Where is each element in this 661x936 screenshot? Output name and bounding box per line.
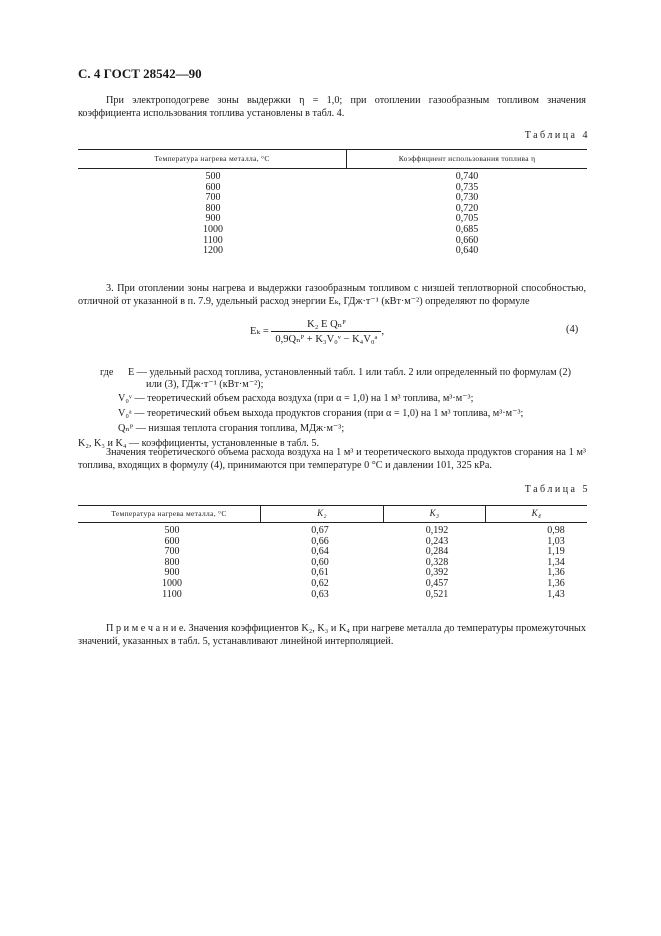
table-cell: 600	[164, 535, 180, 547]
table5-k2-column	[290, 526, 350, 600]
table5-k3-column	[407, 526, 467, 600]
table-cell: 500	[164, 525, 180, 536]
table-cell: 1,03	[547, 535, 565, 547]
table4-top-rule	[78, 149, 587, 150]
legend-E-cont: или (3), ГДж·т⁻¹ (кВт·м⁻²);	[146, 379, 264, 390]
table-cell: 800	[205, 202, 221, 214]
table5-header-k3: K₃	[429, 508, 440, 518]
table-cell: 0,328	[425, 556, 449, 568]
formula-number: (4)	[566, 324, 579, 335]
table-cell: 0,67	[311, 525, 329, 536]
table-cell: 1,36	[547, 567, 565, 579]
table4-temp-column	[183, 172, 243, 257]
paragraph-3: 3. При отоплении зоны нагрева и выдержки газообразным топливом с низшей теплотворной способностью, отличной от указанной в п. 7.9, удельный расход энергии Eₖ, ГДж·т⁻¹ (кВт·м⁻²) определяют по формуле	[78, 283, 586, 307]
legend-K: K₂, K₃ и K₄ — коэффициенты, установленные в табл. 5.	[78, 438, 320, 449]
table5-header-rule	[78, 522, 587, 523]
table5-note: П р и м е ч а н и е. Значения коэффициентов K₂, K₃ и K₄ при нагреве металла до температуры промежуточных значений, указанных в табл. 5, устанавливают линейной интерполяцией.	[78, 623, 586, 647]
table-cell: 0,720	[455, 202, 479, 214]
table-cell: 0,63	[311, 588, 329, 600]
table-cell: 0,740	[455, 171, 479, 182]
table-cell: 1,34	[547, 556, 565, 568]
table-cell: 1,36	[547, 577, 565, 589]
table-cell: 0,392	[425, 567, 449, 579]
table-cell: 900	[164, 567, 180, 579]
table-cell: 800	[164, 556, 180, 568]
table-cell: 1100	[162, 588, 182, 600]
table-cell: 0,61	[311, 567, 329, 579]
table-cell: 0,685	[455, 223, 479, 235]
table-cell: 0,243	[425, 535, 449, 547]
table-cell: 700	[164, 546, 180, 558]
table4-header-rule	[78, 168, 587, 169]
table-cell: 0,192	[425, 525, 449, 536]
table-cell: 600	[205, 181, 221, 193]
table-cell: 0,521	[425, 588, 449, 600]
legend-E: E — удельный расход топлива, установленный табл. 1 или табл. 2 или определенный по формулам (2)	[128, 367, 572, 378]
legend-V0a: V₀ᵃ — теоретический объем выхода продуктов сгорания (при α = 1,0) на 1 м³ топлива, м³·м⁻³;	[118, 408, 524, 419]
formula-lhs: Eₖ =	[250, 325, 269, 337]
legend-Q: Qₙᴾ — низшая теплота сгорания топлива, МДж·м⁻³;	[118, 423, 345, 434]
table-cell: 1000	[203, 223, 223, 235]
table-cell: 0,457	[425, 577, 449, 589]
formula-4: Eₖ = $\frac{\text{K₂ E Qₙᴾ}}{\text{0,9Qₙᴾ + K₃V₀ᵛ − K₄V₀ᵃ}}$ ,	[250, 319, 385, 345]
paragraph-eta: При электроподогреве зоны выдержки η = 1,0; при отоплении газообразным топливом значения коэффициента использования топлива установлены в табл. 4.	[78, 95, 586, 119]
table-cell: 0,660	[455, 234, 479, 246]
table5-header-k4: K₄	[531, 508, 542, 518]
table-cell: 700	[205, 192, 221, 204]
table-cell: 0,735	[455, 181, 479, 193]
table4-header-coeff: Коэффициент использования топлива η	[398, 154, 536, 163]
table-cell: 0,730	[455, 192, 479, 204]
legend-where: где	[100, 367, 114, 378]
table4-coeff-column	[437, 172, 497, 257]
formula-fraction	[271, 318, 381, 345]
table-cell: 0,705	[455, 213, 479, 225]
table4-caption: Таблица 4	[524, 130, 590, 141]
table5-caption: Таблица 5	[524, 484, 590, 495]
table5-top-rule	[78, 505, 587, 506]
table-cell: 500	[205, 171, 221, 182]
table-cell: 1000	[162, 577, 182, 589]
table5-header-temp: Температура нагрева металла, °С	[111, 509, 227, 518]
formula-numerator: K₂ E Qₙᴾ	[271, 318, 381, 332]
table-cell: 1100	[203, 234, 223, 246]
table-cell: 1,43	[547, 588, 565, 600]
table-cell: 0,98	[547, 525, 565, 536]
table-cell: 0,62	[311, 577, 329, 589]
table-cell: 1,19	[547, 546, 565, 558]
table4-header-temp: Температура нагрева металла, °С	[154, 154, 270, 163]
table-cell: 1200	[203, 245, 223, 257]
legend-V0v: V₀ᵛ — теоретический объем расхода воздуха (при α = 1,0) на 1 м³ топлива, м³·м⁻³;	[118, 393, 474, 404]
table-cell: 0,284	[425, 546, 449, 558]
table5-k4-column	[526, 526, 586, 600]
table5-temp-column	[142, 526, 202, 600]
formula-denominator: 0,9Qₙᴾ + K₃V₀ᵛ − K₄V₀ᵃ	[275, 334, 378, 345]
paragraph-volumes: Значения теоретического объема расхода воздуха на 1 м³ и теоретического выхода продуктов сгорания на 1 м³ топлива, входящих в формулу (4), принимаются при температуре 0 °С и давлении 101, 325 кРа.	[78, 447, 586, 471]
table-cell: 0,64	[311, 546, 329, 558]
table-cell: 0,640	[455, 245, 479, 257]
table5-header-k2: K₂	[317, 508, 327, 518]
table-cell: 0,60	[311, 556, 329, 568]
table-cell: 0,66	[311, 535, 329, 547]
page-header: С. 4 ГОСТ 28542—90	[78, 66, 202, 81]
table-cell: 900	[205, 213, 221, 225]
